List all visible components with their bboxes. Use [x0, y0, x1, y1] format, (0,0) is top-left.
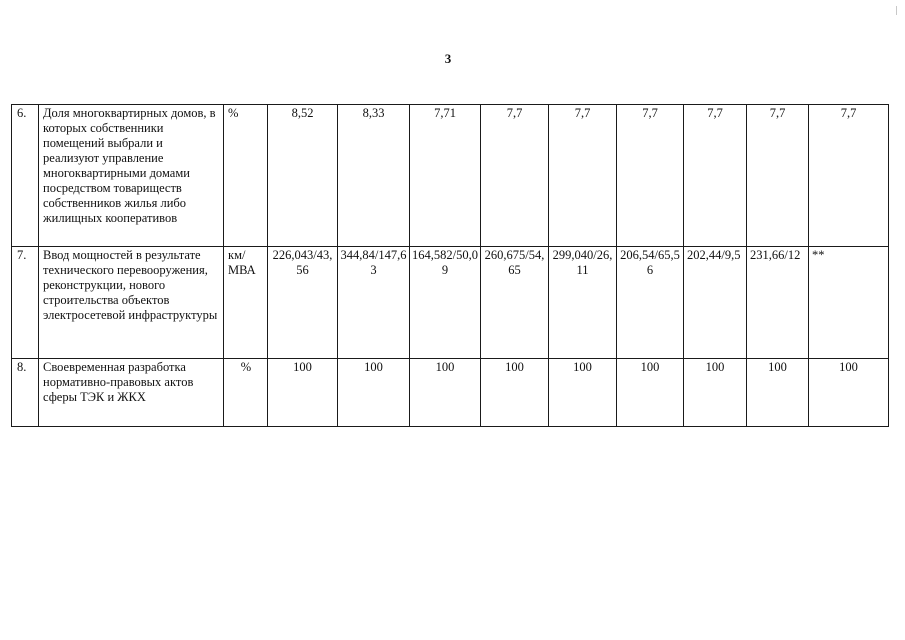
value-cell: 8,52 [268, 105, 338, 247]
indicator-name: Ввод мощностей в результате технического перевооружения, реконструкции, нового строительства объектов электросетевой инфраструктуры [39, 247, 224, 359]
value-cell: ** [809, 247, 889, 359]
value-cell: 7,7 [684, 105, 747, 247]
indicators-table [11, 104, 889, 427]
row-index: 8. [12, 359, 39, 427]
scan-edge-mark [896, 6, 897, 15]
table-row [12, 247, 889, 359]
row-index: 6. [12, 105, 39, 247]
value-cell: 100 [747, 359, 809, 427]
page-number: 3 [444, 51, 452, 66]
value-cell: 7,7 [481, 105, 549, 247]
value-cell: 260,675/54,65 [481, 247, 549, 359]
unit-cell: % [224, 359, 268, 427]
value-cell: 231,66/12 [747, 247, 809, 359]
value-cell: 344,84/147,63 [338, 247, 410, 359]
value-cell: 8,33 [338, 105, 410, 247]
value-cell: 100 [481, 359, 549, 427]
indicator-name: Доля многоквартирных домов, в которых собственники помещений выбрали и реализуют управление многоквартирными домами посредством товариществ собственников жилья либо жилищных кооперативов [39, 105, 224, 247]
value-cell: 7,7 [617, 105, 684, 247]
value-cell: 100 [338, 359, 410, 427]
value-cell: 7,71 [410, 105, 481, 247]
unit-cell: % [224, 105, 268, 247]
value-cell: 7,7 [549, 105, 617, 247]
indicator-name: Своевременная разработка нормативно-правовых актов сферы ТЭК и ЖКХ [39, 359, 224, 427]
value-cell: 100 [549, 359, 617, 427]
table-row [12, 105, 889, 247]
value-cell: 206,54/65,56 [617, 247, 684, 359]
value-cell: 202,44/9,5 [684, 247, 747, 359]
row-index: 7. [12, 247, 39, 359]
value-cell: 226,043/43,56 [268, 247, 338, 359]
value-cell: 7,7 [747, 105, 809, 247]
value-cell: 100 [268, 359, 338, 427]
value-cell: 100 [684, 359, 747, 427]
value-cell: 164,582/50,09 [410, 247, 481, 359]
value-cell: 100 [617, 359, 684, 427]
table-row [12, 359, 889, 427]
unit-cell: км/ МВА [224, 247, 268, 359]
value-cell: 100 [410, 359, 481, 427]
value-cell: 7,7 [809, 105, 889, 247]
value-cell: 100 [809, 359, 889, 427]
value-cell: 299,040/26,11 [549, 247, 617, 359]
